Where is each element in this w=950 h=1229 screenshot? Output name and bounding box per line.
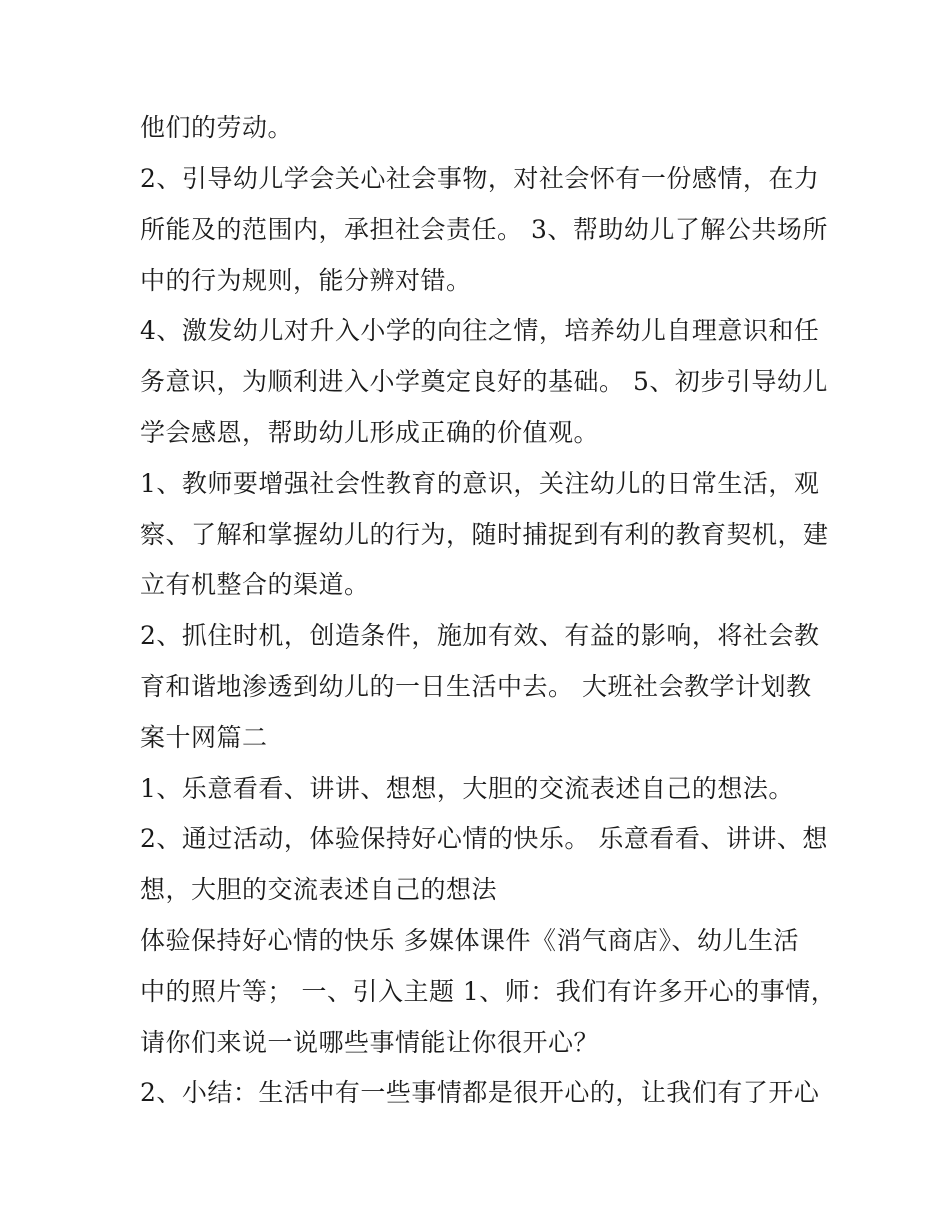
text-line: 立有机整合的渠道。: [140, 570, 370, 599]
text-line: 所能及的范围内，承担社会责任。 3、帮助幼儿了解公共场所: [140, 215, 828, 244]
text-line: 1、乐意看看、讲讲、想想，大胆的交流表述自己的想法。: [140, 774, 794, 803]
text-line: 4、激发幼儿对升入小学的向往之情，培养幼儿自理意识和任: [140, 316, 820, 345]
text-line: 请你们来说一说哪些事情能让你很开心？: [140, 1028, 600, 1057]
text-line: 学会感恩，帮助幼儿形成正确的价值观。: [140, 418, 600, 447]
text-line: 1、教师要增强社会性教育的意识，关注幼儿的日常生活，观: [140, 469, 820, 498]
text-line: 务意识，为顺利进入小学奠定良好的基础。 5、初步引导幼儿: [140, 367, 828, 396]
text-line: 中的行为规则，能分辨对错。: [140, 266, 472, 295]
text-line: 2、小结：生活中有一些事情都是很开心的，让我们有了开心: [140, 1078, 820, 1107]
text-line: 案十网篇二: [140, 723, 268, 752]
text-line: 察、了解和掌握幼儿的行为，随时捕捉到有利的教育契机，建: [140, 520, 829, 549]
text-line: 体验保持好心情的快乐 多媒体课件《消气商店》、幼儿生活: [140, 926, 799, 955]
text-line: 育和谐地渗透到幼儿的一日生活中去。 大班社会教学计划教: [140, 672, 812, 701]
text-line: 中的照片等； 一、引入主题 1、师：我们有许多开心的事情，: [140, 977, 837, 1006]
text-line: 2、引导幼儿学会关心社会事物，对社会怀有一份感情，在力: [140, 164, 820, 193]
text-line: 想，大胆的交流表述自己的想法: [140, 875, 498, 904]
text-line: 2、抓住时机，创造条件，施加有效、有益的影响，将社会教: [140, 621, 820, 650]
text-line: 2、通过活动，体验保持好心情的快乐。 乐意看看、讲讲、想: [140, 824, 828, 853]
text-line: 他们的劳动。: [140, 113, 294, 142]
